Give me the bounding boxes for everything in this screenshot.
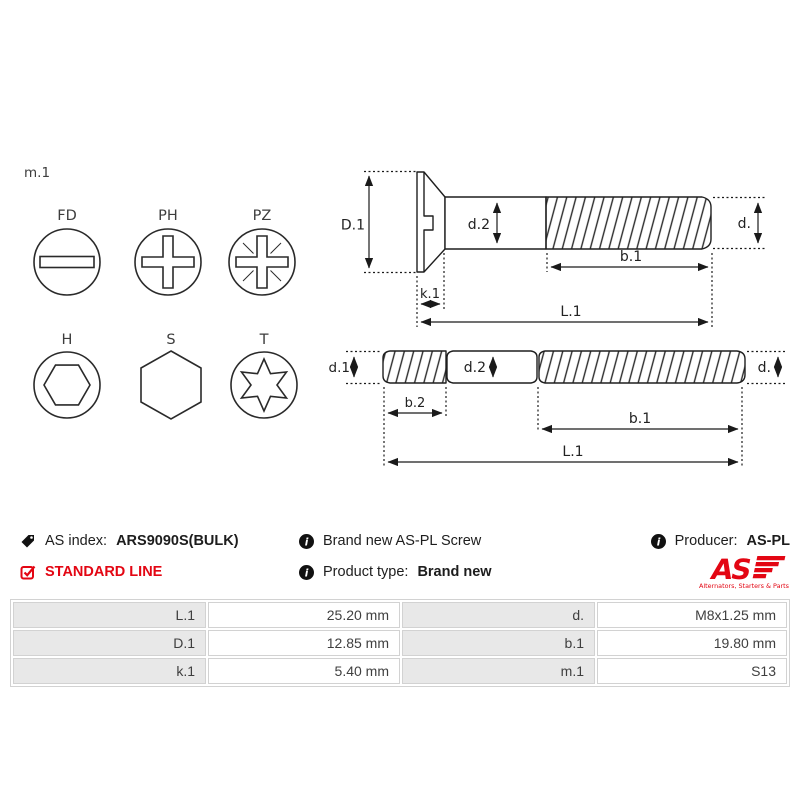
spec-value-cell: M8x1.25 mm: [597, 602, 787, 628]
spec-label-cell: d.: [402, 602, 595, 628]
spec-label-cell: m.1: [402, 658, 595, 684]
info-icon: [651, 534, 666, 549]
as-index-value: ARS9090S(BULK): [116, 533, 239, 549]
specs-table: [10, 599, 790, 687]
spec-label-cell: k.1: [13, 658, 206, 684]
info-icon: [299, 534, 314, 549]
dim-b1-label: b.1: [619, 249, 643, 265]
dim-d2-lower-label: d.2: [463, 360, 486, 376]
info-icon: [299, 565, 314, 580]
svg-text:i: i: [304, 567, 309, 579]
spec-value-cell: S13: [597, 658, 787, 684]
as-pl-logo-tagline: Alternators, Starters & Parts: [699, 582, 789, 590]
standard-line-label: STANDARD LINE: [45, 564, 163, 580]
h-label: H: [61, 332, 73, 348]
dim-d1-label: d.1: [328, 360, 350, 376]
s-hex-head-icon: [141, 351, 201, 419]
t-torx-icon: [231, 352, 297, 418]
producer-value: AS-PL: [746, 533, 790, 549]
h-hex-socket-icon: [34, 352, 100, 418]
svg-text:i: i: [304, 536, 309, 548]
ph-label: PH: [158, 208, 178, 224]
producer-label: Producer:: [674, 533, 738, 549]
as-index-label: AS index:: [45, 533, 108, 549]
fd-label: FD: [57, 208, 77, 224]
dim-b2-label: b.2: [404, 396, 426, 411]
dim-L1-lower-label: L.1: [562, 444, 584, 460]
spec-value-cell: 5.40 mm: [208, 658, 400, 684]
pz-pozidriv-icon: [229, 229, 295, 295]
spec-value-cell: 12.85 mm: [208, 630, 400, 656]
as-index-item: [20, 530, 239, 552]
dim-d2-label: d.2: [467, 217, 490, 233]
checkbox-check-icon: [20, 564, 36, 580]
product-type-item: [299, 561, 492, 583]
table-row: [13, 630, 787, 656]
ph-phillips-icon: [135, 229, 201, 295]
pz-label: PZ: [252, 208, 272, 224]
t-label: T: [259, 332, 269, 348]
spec-label-cell: L.1: [13, 602, 206, 628]
as-pl-logo-text: AS: [708, 553, 753, 586]
dim-d-lower-label: d.: [757, 360, 771, 376]
product-type-label: Product type:: [323, 564, 409, 580]
s-label: S: [166, 332, 176, 348]
as-pl-logo: [694, 553, 790, 591]
producer-item: [651, 530, 790, 552]
standard-line-item: [20, 561, 239, 583]
dim-D1-label: D.1: [340, 217, 365, 234]
table-row: [13, 658, 787, 684]
spec-label-cell: D.1: [13, 630, 206, 656]
brand-new-text: Brand new AS-PL Screw: [323, 533, 482, 549]
table-row: [13, 602, 787, 628]
spec-label-cell: b.1: [402, 630, 595, 656]
fd-slot-icon: [34, 229, 100, 295]
product-type-value: Brand new: [417, 564, 492, 580]
tag-icon: [20, 533, 36, 549]
stud-view: [329, 351, 786, 466]
spec-value-cell: 19.80 mm: [597, 630, 787, 656]
svg-text:i: i: [656, 536, 660, 548]
dim-d-label: d.: [737, 216, 751, 232]
spec-value-cell: 25.20 mm: [208, 602, 400, 628]
countersunk-screw-view: [341, 172, 766, 328]
dim-k1-label: k.1: [420, 287, 440, 302]
dim-b1-lower-label: b.1: [628, 411, 652, 427]
m1-note: m.1: [24, 165, 51, 181]
brand-new-item: [299, 530, 492, 552]
dim-L1-label: L.1: [560, 304, 582, 320]
